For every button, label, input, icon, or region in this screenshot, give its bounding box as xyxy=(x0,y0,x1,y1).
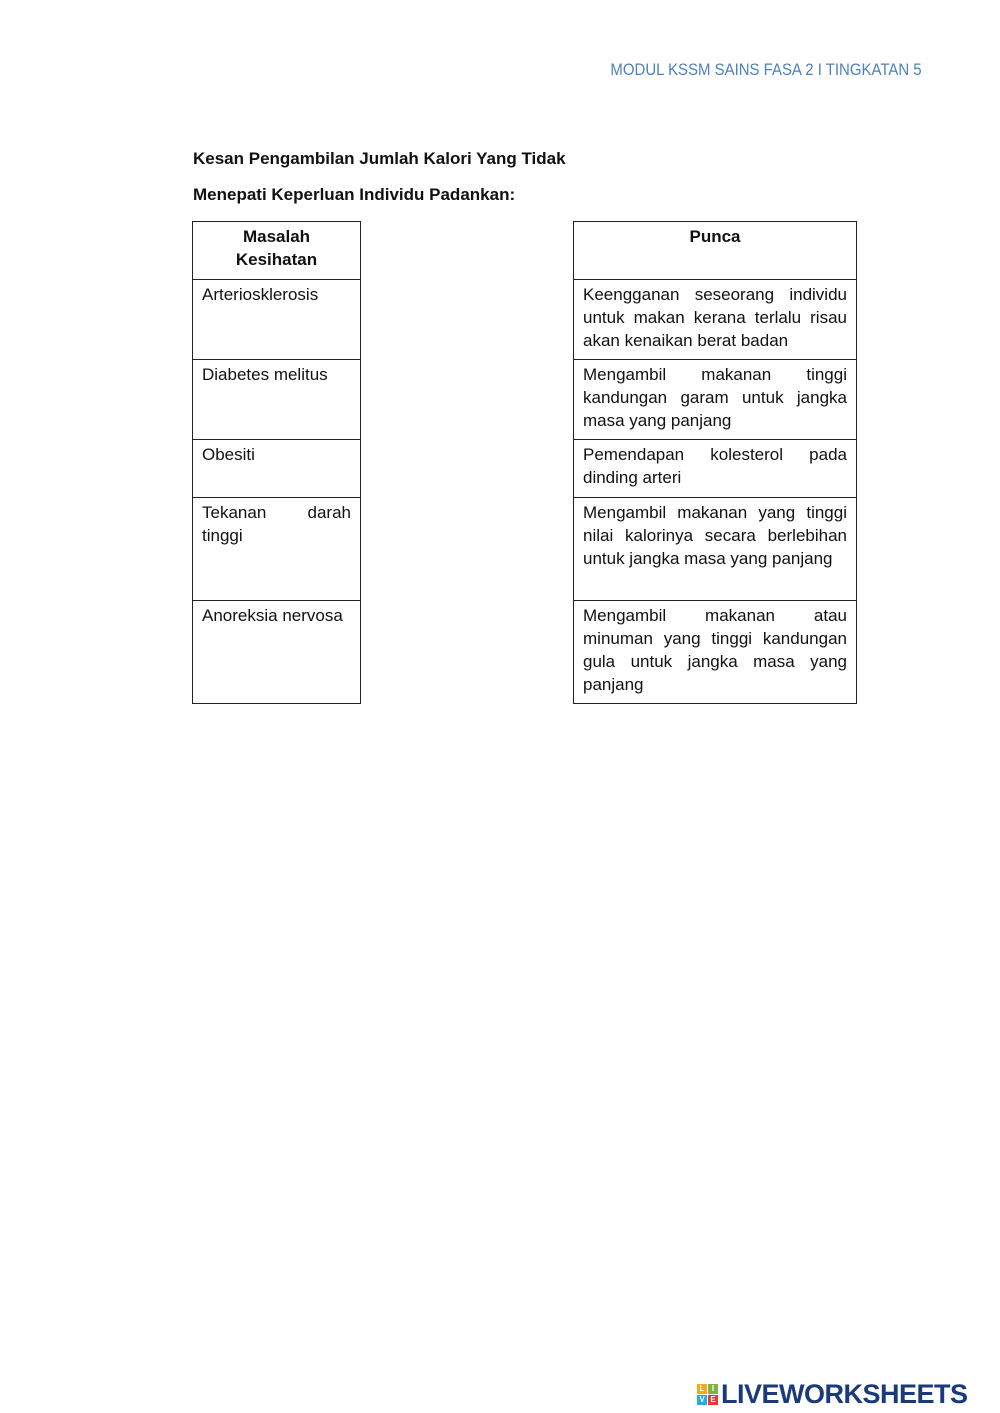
table-header-problems xyxy=(193,222,361,280)
problem-cell[interactable]: Diabetes melitus xyxy=(193,360,361,440)
module-header: MODUL KSSM SAINS FASA 2 I TINGKATAN 5 xyxy=(610,60,922,79)
logo-letter: V xyxy=(697,1395,707,1405)
cause-cell[interactable]: Keengganan seseorang individu untuk makan kerana terlalu risau akan kenaikan berat badan xyxy=(574,280,857,360)
logo-letter: E xyxy=(708,1395,718,1405)
header-line-1: Masalah xyxy=(242,227,311,246)
cause-cell[interactable]: Mengambil makanan atau minuman yang tinggi kandungan gula untuk jangka masa yang panjang xyxy=(574,601,857,704)
logo-text: LIVEWORKSHEETS xyxy=(721,1378,968,1409)
problem-cell[interactable]: Anoreksia nervosa xyxy=(193,601,361,704)
cause-cell[interactable]: Mengambil makanan tinggi kandungan garam untuk jangka masa yang panjang xyxy=(574,360,857,440)
cause-cell[interactable]: Mengambil makanan yang tinggi nilai kalorinya secara berlebihan untuk jangka masa yang panjang xyxy=(574,498,857,601)
problem-cell[interactable]: Tekanan darah tinggi xyxy=(193,498,361,601)
logo-mark-icon xyxy=(697,1384,718,1405)
heading-line-1: Kesan Pengambilan Jumlah Kalori Yang Tidak xyxy=(193,149,566,168)
logo-letter: I xyxy=(708,1384,718,1394)
health-problems-table xyxy=(192,221,361,704)
cause-cell[interactable]: Pemendapan kolesterol pada dinding arteri xyxy=(574,440,857,498)
logo-letter: L xyxy=(697,1384,707,1394)
liveworksheets-logo xyxy=(697,1378,968,1410)
causes-table xyxy=(573,221,857,704)
table-header-causes: Punca xyxy=(574,222,857,280)
problem-cell[interactable]: Arteriosklerosis xyxy=(193,280,361,360)
header-line-2: Kesihatan xyxy=(235,250,318,269)
problem-cell[interactable]: Obesiti xyxy=(193,440,361,498)
heading-line-2: Menepati Keperluan Individu Padankan: xyxy=(193,185,516,204)
